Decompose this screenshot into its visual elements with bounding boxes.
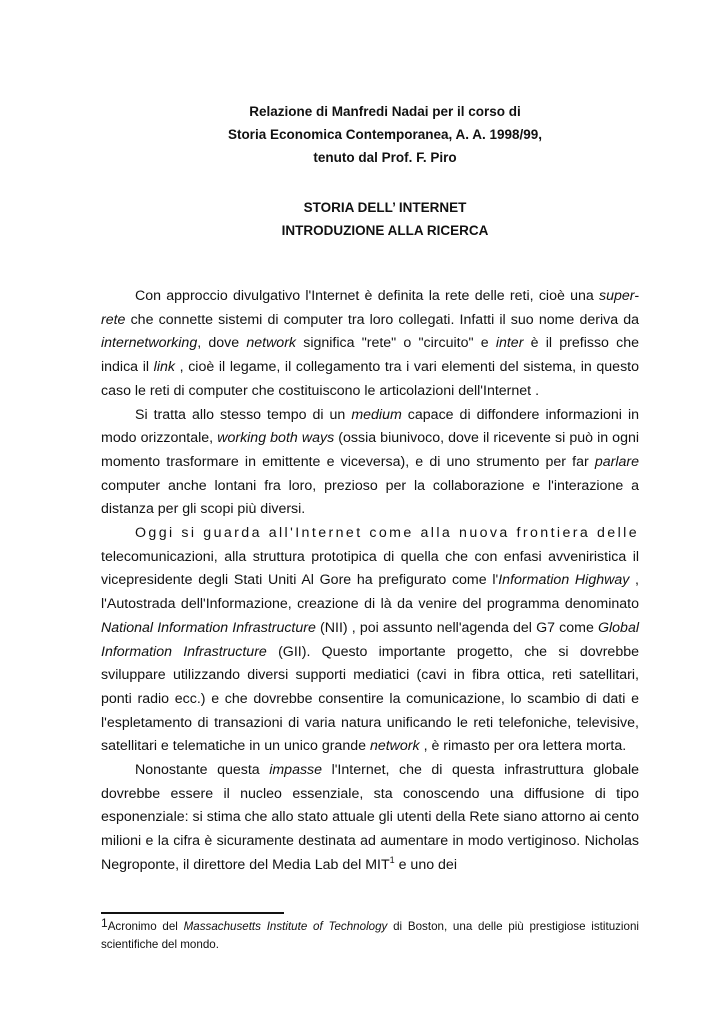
document-title bbox=[100, 196, 670, 242]
italic-term: internetworking bbox=[101, 335, 198, 352]
text-run: (GII). Questo importante progetto, che si dovrebbe sviluppare utilizzando diversi supporti mediatici (cavi in fibra ottica, reti satellitari, ponti radio ecc.) e che dovrebbe consentire la comunicazione, lo scambio di dati e l'espletamento di transazioni di varia natura unificando le reti telefoniche, televisive, satellitari e telematiche in un unico grande bbox=[101, 643, 639, 755]
text-run: , è rimasto per ora lettera morta. bbox=[419, 738, 627, 755]
text-run: computer anche lontani fra loro, prezioso per la collaborazione e l'interazione a distanza per gli scopi più diversi. bbox=[101, 477, 639, 518]
header-line-3: tenuto dal Prof. F. Piro bbox=[313, 150, 457, 165]
text-run: telecomunicazioni, alla struttura prototipica di quella che con enfasi avveniristica il vicepresidente degli Stati Uniti Al Gore ha prefigurato come l' bbox=[101, 548, 639, 589]
footnote-number: 1 bbox=[101, 916, 108, 930]
italic-term: impasse bbox=[269, 762, 323, 779]
title-line-2: INTRODUZIONE ALLA RICERCA bbox=[281, 223, 489, 238]
report-header bbox=[100, 100, 670, 169]
text-run: Con approccio divulgativo l'Internet è definita la rete delle reti, cioè una bbox=[135, 288, 600, 304]
italic-term: network bbox=[369, 738, 420, 755]
paragraph-3 bbox=[101, 522, 639, 759]
header-line-1: Relazione di Manfredi Nadai per il corso di bbox=[249, 104, 521, 119]
footnote-reference[interactable]: 1 bbox=[389, 854, 395, 865]
text-run: Nonostante questa bbox=[135, 762, 270, 779]
italic-term: medium bbox=[351, 406, 402, 423]
text-run: significa "rete" o "circuito" e bbox=[296, 335, 496, 352]
text-run: , l'Autostrada dell'Informazione, creazione di là da venire del programma denominato bbox=[101, 572, 640, 613]
italic-term: Massachusetts Institute of Technology bbox=[183, 920, 388, 933]
paragraph-1 bbox=[101, 285, 639, 404]
footnote-separator bbox=[101, 912, 284, 914]
body-text bbox=[101, 285, 639, 878]
italic-term: parlare bbox=[594, 453, 639, 470]
italic-term: Global Information Infrastructure bbox=[101, 619, 639, 660]
italic-term: Information Highway bbox=[498, 572, 630, 589]
text-run: che connette sistemi di computer tra loro collegati. Infatti il suo nome deriva da bbox=[125, 311, 639, 328]
header-line-2: Storia Economica Contemporanea, A. A. 1998/99, bbox=[227, 127, 543, 142]
text-run: , cioè il legame, il collegamento tra i vari elementi del sistema, in questo caso le reti di computer che costituiscono le articolazioni dell'Internet . bbox=[101, 359, 639, 399]
footnote bbox=[101, 918, 639, 954]
italic-term: working both ways bbox=[217, 430, 335, 447]
text-run: Si tratta allo stesso tempo di un bbox=[135, 406, 352, 423]
text-run: l'Internet, che di questa infrastruttura globale dovrebbe essere il nucleo essenziale, sta conoscendo una diffusione di tipo esponenziale: si stima che allo stato attuale gli utenti della Rete siano attorno ai cento milioni e la cifra è sicuramente destinata ad aumentare in modo vertiginoso. Nicholas Negroponte, il direttore del Media Lab del MIT bbox=[101, 762, 639, 873]
text-run: e uno dei bbox=[394, 856, 457, 873]
text-run: , dove bbox=[197, 335, 247, 352]
italic-term: super-rete bbox=[101, 288, 639, 328]
text-run: (ossia biunivoco, dove il ricevente si può in ogni momento trasformare in emittente e viceversa), e di uno strumento per far bbox=[101, 430, 640, 470]
title-line-1: STORIA DELL’ INTERNET bbox=[303, 200, 467, 215]
italic-term: National Information Infrastructure bbox=[101, 619, 316, 636]
italic-term: network bbox=[246, 335, 297, 352]
text-run: capace di diffondere informazioni in modo orizzontale, bbox=[101, 406, 639, 447]
text-run: è il prefisso che indica il bbox=[101, 335, 640, 376]
text-run: Acronimo del bbox=[107, 920, 184, 933]
paragraph-4 bbox=[101, 759, 639, 878]
text-run: (NII) , poi assunto nell'agenda del G7 come bbox=[315, 619, 598, 636]
paragraph-2 bbox=[101, 404, 639, 523]
text-run: di Boston, una delle più prestigiose istituzioni scientifiche del mondo. bbox=[101, 920, 639, 951]
text-run: Oggi si guarda all'Internet come alla nuova frontiera delle bbox=[135, 525, 639, 542]
italic-term: inter bbox=[495, 335, 524, 352]
italic-term: link bbox=[153, 359, 175, 376]
